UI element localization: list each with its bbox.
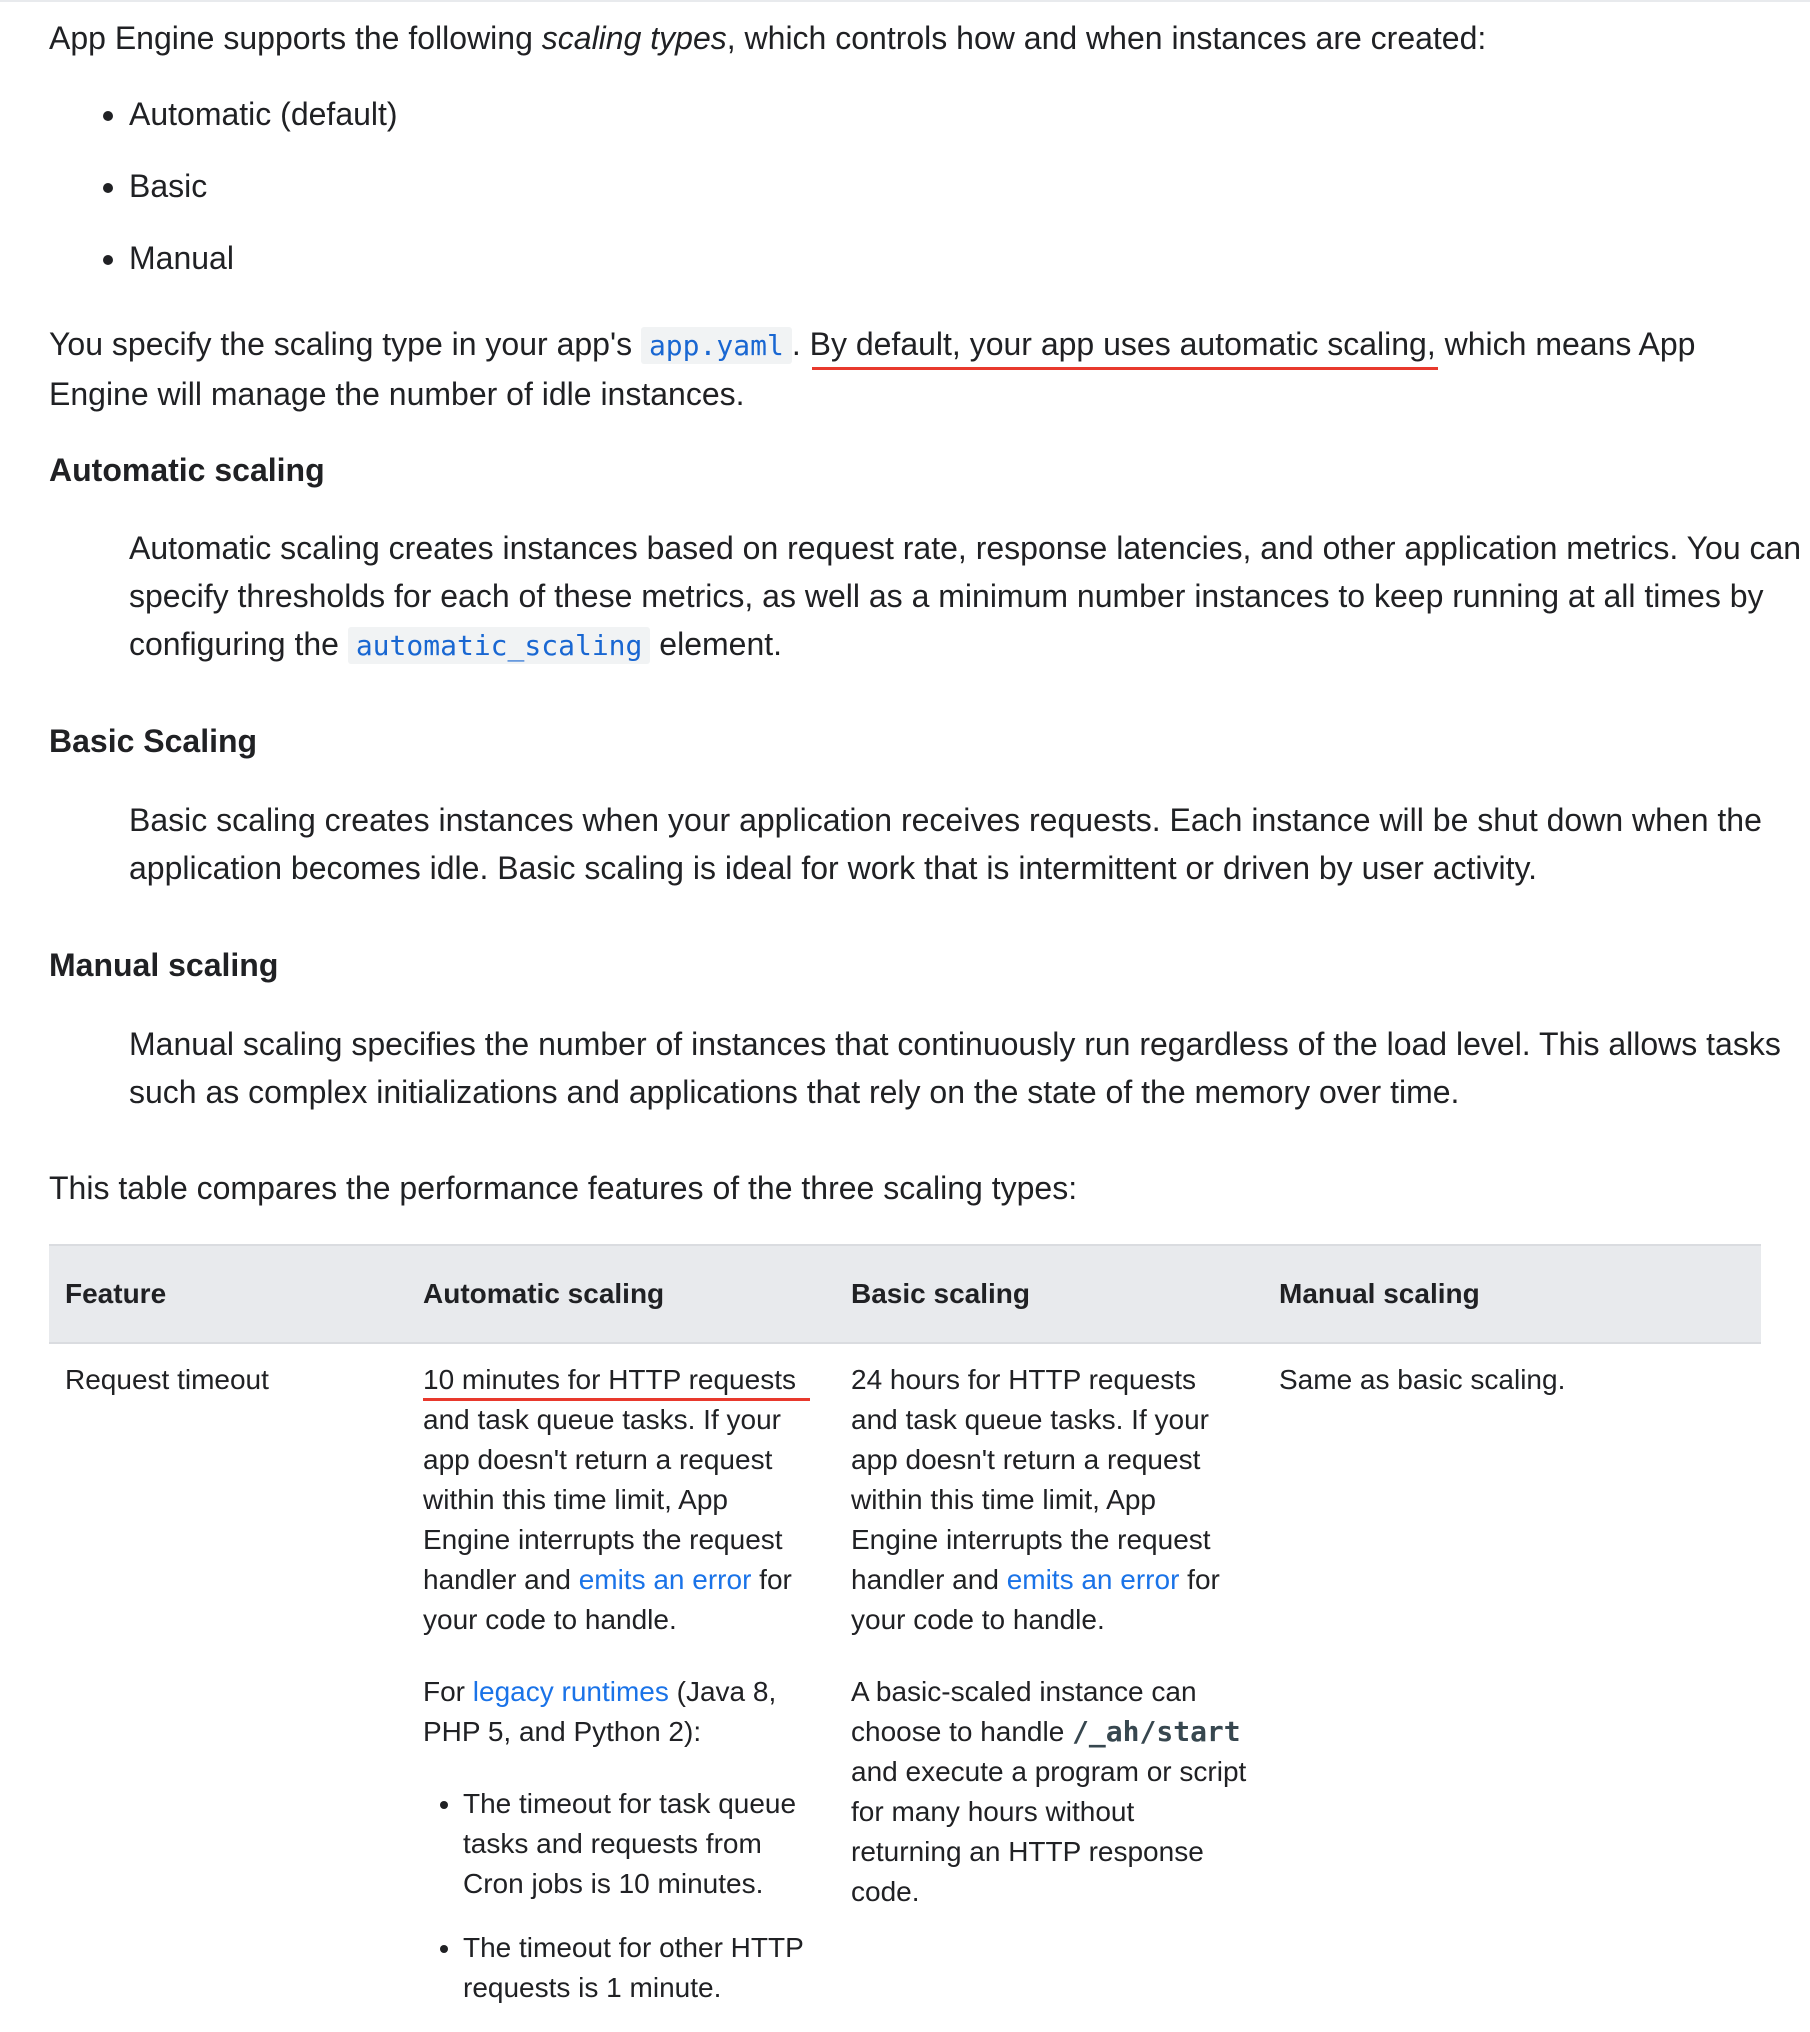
list-item: • Automatic (default)	[129, 90, 398, 138]
comparison-table	[49, 1244, 1761, 2032]
automatic-scaling-description	[129, 524, 1810, 670]
timeout-highlight	[423, 1364, 796, 1395]
table-row	[49, 1343, 1761, 2032]
header-automatic: Automatic scaling	[407, 1245, 835, 1343]
heading-manual-scaling: Manual scaling	[49, 947, 279, 983]
intro-text-end: , which controls how and when instances are created:	[726, 20, 1487, 56]
emits-error-link[interactable]: emits an error	[1006, 1564, 1180, 1595]
automatic-text-end: element.	[650, 626, 783, 662]
list-item: • The timeout for other HTTP requests is 1 minute.	[463, 1928, 819, 2008]
header-feature: Feature	[49, 1245, 407, 1343]
basic-text-end: for your code to handle.	[851, 1564, 1220, 1635]
cell-automatic	[407, 1343, 835, 2032]
app-yaml-code: app.yaml	[641, 327, 792, 364]
heading-automatic-scaling: Automatic scaling	[49, 452, 325, 488]
legacy-text: For	[423, 1676, 473, 1707]
cell-manual: Same as basic scaling.	[1279, 1364, 1566, 1395]
scaling-types-list	[49, 90, 398, 306]
automatic-scaling-code: automatic_scaling	[348, 627, 651, 664]
default-highlight	[810, 326, 1436, 362]
automatic-text: Automatic scaling creates instances based on request rate, response latencies, and other application metrics. You can specify thresholds for each of these metrics, as well as a minimum number instances to keep running at all times by configuring the	[129, 530, 1802, 662]
intro-paragraph	[49, 14, 1486, 62]
basic-timeout-text	[851, 1360, 1247, 1640]
heading-basic-scaling: Basic Scaling	[49, 723, 258, 759]
highlight-text: By default, your app uses automatic scaling,	[809, 326, 1436, 362]
basic-start-after: and execute a program or script for many hours without returning an HTTP response code.	[851, 1756, 1247, 1907]
intro-text: App Engine supports the following	[49, 20, 542, 56]
table-header-row	[49, 1245, 1761, 1343]
basic-scaling-description: Basic scaling creates instances when your application receives requests. Each instance will be shut down when the application becomes idle. Basic scaling is ideal for work that is intermittent or driven by user activity.	[129, 802, 1762, 886]
intro-emphasis: scaling types	[541, 20, 727, 56]
manual-scaling-description: Manual scaling specifies the number of instances that continuously run regardless of the load level. This allows tasks such as complex initializations and applications that rely on the state of the memory over time.	[129, 1026, 1781, 1110]
red-underline-annotation	[812, 367, 1438, 370]
header-basic: Basic scaling	[835, 1245, 1263, 1343]
spec-mid: .	[791, 326, 810, 362]
list-item: • The timeout for task queue tasks and requests from Cron jobs is 10 minutes.	[463, 1784, 819, 1904]
legacy-runtimes-link[interactable]: legacy runtimes	[472, 1676, 669, 1707]
automatic-text: and task queue tasks. If your app doesn't return a request within this time limit, App Engine interrupts the request handler and	[423, 1404, 783, 1595]
basic-start-before: A basic-scaled instance can choose to handle	[851, 1676, 1197, 1747]
spec-text-end: which means App Engine will manage the number of idle instances.	[49, 326, 1696, 412]
list-item: • Manual	[129, 234, 398, 282]
legacy-text-end: (Java 8, PHP 5, and Python 2):	[423, 1676, 777, 1747]
basic-text: 24 hours for HTTP requests and task queue tasks. If your app doesn't return a request within this time limit, App Engine interrupts the request handler and	[851, 1364, 1211, 1595]
top-divider	[0, 0, 1810, 2]
automatic-text-end: for your code to handle.	[423, 1564, 792, 1635]
emits-error-link[interactable]: emits an error	[578, 1564, 752, 1595]
red-underline-annotation	[423, 1398, 810, 1401]
legacy-runtimes-text	[423, 1672, 819, 1752]
timeout-highlight-text: 10 minutes for HTTP requests	[423, 1364, 796, 1395]
ah-start-code: /_ah/start	[1072, 1715, 1241, 1748]
table-intro: This table compares the performance features of the three scaling types:	[49, 1170, 1078, 1206]
spec-text: You specify the scaling type in your app's	[49, 326, 641, 362]
spec-paragraph	[49, 320, 1761, 418]
automatic-timeout-text	[423, 1360, 819, 1640]
cell-basic	[835, 1343, 1263, 2032]
legacy-timeouts-list	[423, 1784, 819, 2008]
cell-feature: Request timeout	[65, 1364, 269, 1395]
list-item: • Basic	[129, 162, 398, 210]
header-manual: Manual scaling	[1263, 1245, 1761, 1343]
basic-start-text	[851, 1672, 1247, 1912]
